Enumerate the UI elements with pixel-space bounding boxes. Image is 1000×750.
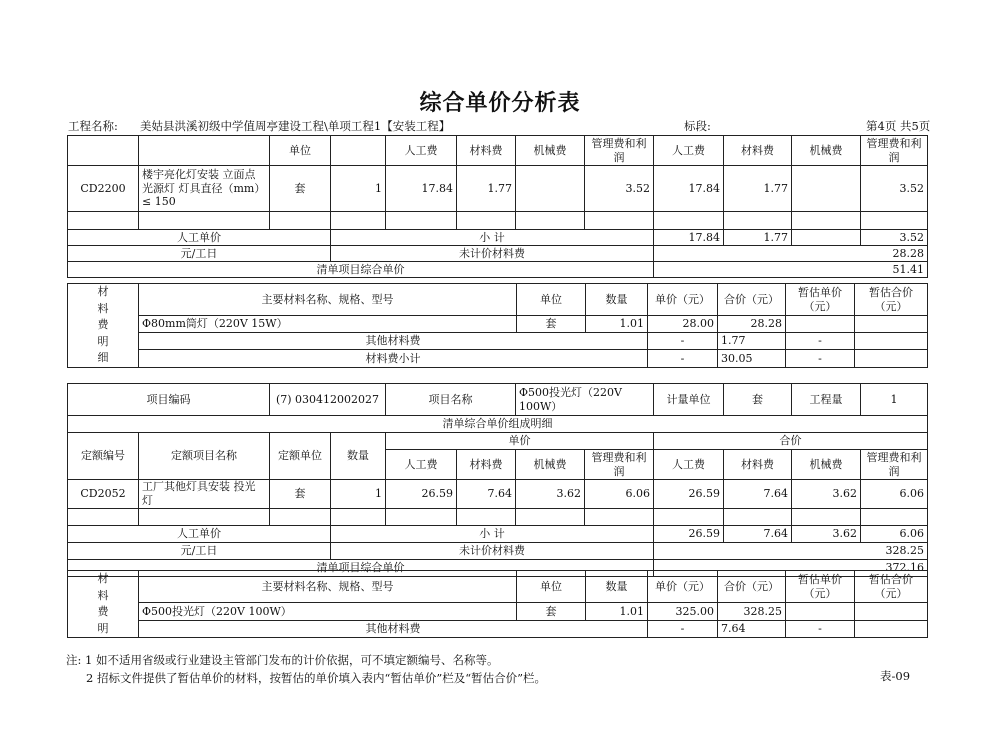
labor-value: 26.59 [386,480,457,509]
material-total: 28.28 [718,316,786,333]
material-total-header: 材料费 [724,136,792,166]
labor-header: 人工费 [386,136,457,166]
part1-table [67,135,928,278]
section-label: 标段: [684,119,711,133]
other-material-price: - [648,333,718,350]
blank-cell [68,136,139,166]
blank-cell [331,136,386,166]
other-material-total: 7.64 [718,620,786,637]
day-unit: 元/工日 [68,542,331,559]
material-qty: 1.01 [586,603,648,620]
subtotal-mgmt: 6.06 [861,525,928,542]
note-2: 招标文件提供了暂估单价的材料，按暂估的单价填入表内“暂估单价”栏及“暂估合价”栏。 [96,670,546,685]
material-header: 材料费 [457,136,516,166]
unit-header: 单位 [270,136,331,166]
notes [66,652,546,688]
machine-header: 机械费 [516,136,585,166]
material-subtotal-label: 材料费小计 [139,350,648,367]
material-qty: 1.01 [586,316,648,333]
mgmt-header: 管理费和利润 [585,450,654,480]
material-header: 材料费 [457,450,516,480]
material-price: 28.00 [648,316,718,333]
item-code-label: 项目编码 [68,384,270,416]
labor-total-header: 人工费 [654,136,724,166]
note-2-num: 2 [86,670,94,685]
other-material-label: 其他材料费 [139,333,648,350]
quota-code: CD2052 [68,480,139,509]
subtotal-label: 小 计 [331,525,654,542]
other-material-price: - [648,620,718,637]
quota-code: CD2200 [68,166,139,212]
subtotal-machine [792,230,861,246]
note-1: 如不适用省级或行业建设主管部门发布的计价依据，可不填定额编号、名称等。 [96,653,499,667]
material-detail-vertical-label: 材 料 费 明 细 [68,284,139,368]
material-total: 1.77 [724,166,792,212]
material-total-header: 合价（元） [718,571,786,603]
unpriced-label: 未计价材料费 [331,246,654,262]
material-unit-header: 单位 [517,284,586,316]
machine-total: 3.62 [792,480,861,509]
labor-total: 26.59 [654,480,724,509]
project-name-label: 工程名称: [68,119,118,133]
day-unit: 元/工日 [68,246,331,262]
mgmt-header: 管理费和利润 [585,136,654,166]
material-est-total-header: 暂估合价（元） [855,571,928,603]
material-name: Φ80mm筒灯（220V 15W） [139,316,517,333]
labor-header: 人工费 [386,450,457,480]
unpriced-label: 未计价材料费 [331,542,654,559]
quantity-value: 1 [861,384,928,416]
composite-value: 372.16 [654,559,928,576]
material-est-price-header: 暂估单价（元） [786,571,855,603]
other-material-est: - [786,333,855,350]
quota-unit-header: 定额单位 [270,433,331,480]
machine-value: 3.62 [516,480,585,509]
measure-unit-label: 计量单位 [654,384,724,416]
machine-total [792,166,861,212]
material-total-header: 合价（元） [718,284,786,316]
unpriced-value: 328.25 [654,542,928,559]
material-name: Φ500投光灯（220V 100W） [139,603,517,620]
material-value: 7.64 [457,480,516,509]
mgmt-total: 6.06 [861,480,928,509]
subtotal-material: 1.77 [724,230,792,246]
material-subtotal-price: - [648,350,718,367]
composite-label: 清单项目综合单价 [68,262,654,278]
quota-code-header: 定额编号 [68,433,139,480]
labor-total: 17.84 [654,166,724,212]
material-total: 328.25 [718,603,786,620]
machine-total-header: 机械费 [792,450,861,480]
material-qty-header: 数量 [586,571,648,603]
detail-label: 清单综合单价组成明细 [68,416,928,433]
total-price-header: 合价 [654,433,928,450]
material-unit: 套 [517,316,586,333]
material-value: 1.77 [457,166,516,212]
material-est-total-header: 暂估合价（元） [855,284,928,316]
page-info: 第4页 共5页 [866,119,931,133]
labor-value: 17.84 [386,166,457,212]
subtotal-labor: 26.59 [654,525,724,542]
subtotal-label: 小 计 [331,230,654,246]
quota-name-header: 定额项目名称 [139,433,270,480]
unit-price-header: 单价 [386,433,654,450]
blank-cell [139,136,270,166]
material-qty-header: 数量 [586,284,648,316]
other-material-label: 其他材料费 [139,620,648,637]
material-detail-vertical-label: 材 料 费 明 [68,571,139,638]
note-prefix: 注: 1 [66,653,93,667]
quota-unit: 套 [270,480,331,509]
item-code: (7) 030412002027 [270,384,386,416]
mgmt-value: 3.52 [585,166,654,212]
other-material-est: - [786,620,855,637]
mgmt-total-header: 管理费和利润 [861,136,928,166]
material-subtotal-est: - [786,350,855,367]
project-name: 美姑县洪溪初级中学值周亭建设工程\单项工程1【安装工程】 [140,119,451,133]
material-unit-header: 单位 [517,571,586,603]
material-unit: 套 [517,603,586,620]
measure-unit: 套 [724,384,792,416]
item-name: Φ500投光灯（220V 100W） [516,384,654,416]
quota-unit: 套 [270,166,331,212]
count-header: 数量 [331,433,386,480]
composite-value: 51.41 [654,262,928,278]
mgmt-total: 3.52 [861,166,928,212]
machine-total-header: 机械费 [792,136,861,166]
mgmt-total-header: 管理费和利润 [861,450,928,480]
material-est-price-header: 暂估单价（元） [786,284,855,316]
page-title: 综合单价分析表 [419,90,581,116]
material-total-header: 材料费 [724,450,792,480]
composite-label: 清单项目综合单价 [68,559,654,576]
quota-qty: 1 [331,166,386,212]
material-name-header: 主要材料名称、规格、型号 [139,284,517,316]
other-material-total: 1.77 [718,333,786,350]
quantity-label: 工程量 [792,384,861,416]
quota-qty: 1 [331,480,386,509]
machine-header: 机械费 [516,450,585,480]
subtotal-machine: 3.62 [792,525,861,542]
labor-price-label: 人工单价 [68,230,331,246]
unpriced-value: 28.28 [654,246,928,262]
labor-price-label: 人工单价 [68,525,331,542]
material-name-header: 主要材料名称、规格、型号 [139,571,517,603]
machine-value [516,166,585,212]
mgmt-value: 6.06 [585,480,654,509]
part2-table [67,383,928,577]
subtotal-mgmt: 3.52 [861,230,928,246]
material-price-header: 单价（元） [648,571,718,603]
material-price-header: 单价（元） [648,284,718,316]
part2-material-table [67,570,928,638]
subtotal-material: 7.64 [724,525,792,542]
material-price: 325.00 [648,603,718,620]
quota-name: 工厂其他灯具安装 投光灯 [139,480,270,509]
material-subtotal-total: 30.05 [718,350,786,367]
labor-total-header: 人工费 [654,450,724,480]
item-name-label: 项目名称 [386,384,516,416]
material-total: 7.64 [724,480,792,509]
form-number: 表-09 [880,669,911,683]
subtotal-labor: 17.84 [654,230,724,246]
quota-name: 楼宇亮化灯安装 立面点光源灯 灯具直径（mm） ≤ 150 [139,166,270,212]
part1-material-table [67,283,928,368]
